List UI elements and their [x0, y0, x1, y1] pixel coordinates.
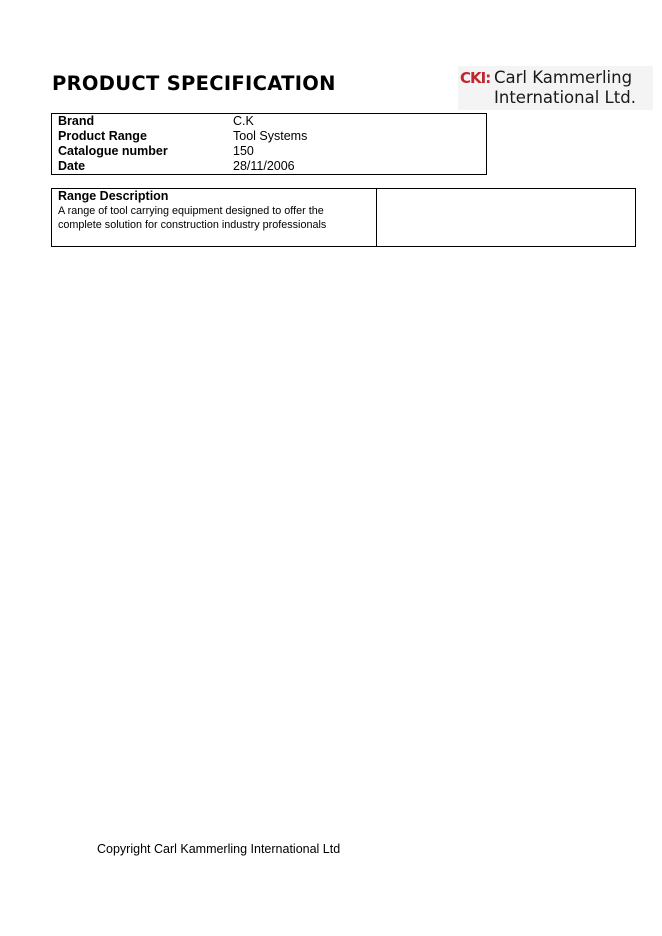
product-info-table — [51, 113, 487, 175]
range-description-cell — [52, 189, 377, 246]
logo-company-suffix: International Ltd. — [494, 88, 636, 107]
date-label: Date — [58, 159, 86, 173]
page-title: PRODUCT SPECIFICATION — [52, 72, 336, 95]
logo-company-name: Carl Kammerling — [494, 68, 633, 87]
product-range-value: Tool Systems — [233, 129, 308, 143]
catalogue-number-value: 150 — [233, 144, 254, 158]
brand-label: Brand — [58, 114, 95, 128]
brand-value: C.K — [233, 114, 254, 128]
copyright-notice: Copyright Carl Kammerling International Ltd — [97, 842, 341, 856]
date-value: 28/11/2006 — [233, 159, 295, 173]
range-image-cell — [377, 189, 635, 246]
range-description-heading: Range Description — [58, 189, 169, 203]
range-description-box — [51, 188, 636, 247]
catalogue-number-label: Catalogue number — [58, 144, 168, 158]
cki-logo-mark: CKI: — [460, 69, 491, 87]
product-range-label: Product Range — [58, 129, 147, 143]
company-logo — [458, 66, 653, 110]
range-description-text: A range of tool carrying equipment designed to offer the complete solution for construction industry professionals — [58, 205, 327, 231]
